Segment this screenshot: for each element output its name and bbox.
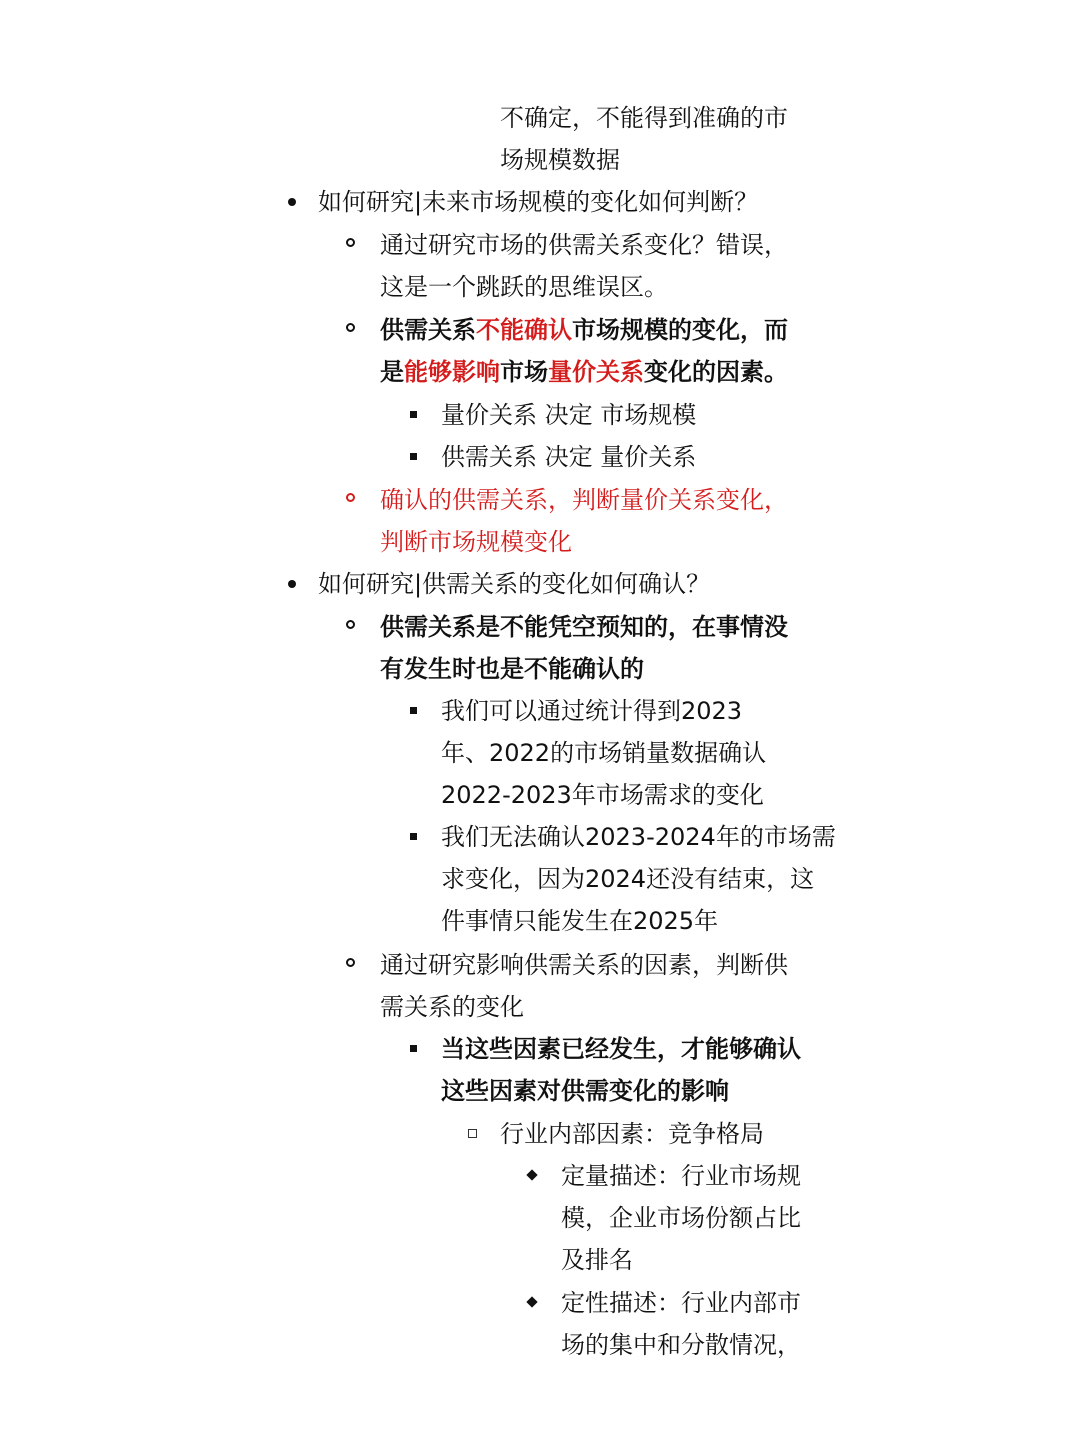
continuation-line-2: 场规模数据 (500, 146, 620, 174)
list-item-q2b1a: 行业内部因素：竞争格局 (500, 1120, 764, 1148)
square-bullet-icon (410, 816, 417, 840)
diamond-bullet-icon (528, 1282, 536, 1306)
list-item-q1c-line-1: 确认的供需关系，判断量价关系变化， (380, 486, 788, 514)
list-item-question-1: 如何研究|未来市场规模的变化如何判断？ (318, 188, 759, 216)
circle-bullet-icon (346, 224, 355, 247)
list-item-q1b-line-1 (380, 309, 788, 351)
list-item-q2b-line-1: 通过研究影响供需关系的因素，判断供 (380, 951, 788, 979)
list-item-q1c-line-2: 判断市场规模变化 (380, 528, 572, 556)
list-item-q2b1-line-1: 当这些因素已经发生，才能够确认 (441, 1035, 801, 1063)
list-item-q2a2-line-1: 我们无法确认2023-2024年的市场需 (441, 823, 836, 851)
list-item-q2a1-line-2: 年、2022的市场销量数据确认 (441, 739, 767, 767)
list-item-q2b-line-2: 需关系的变化 (380, 993, 524, 1021)
list-item-q2a1-line-1: 我们可以通过统计得到2023 (441, 697, 743, 725)
list-item-q2b1a2-line-2: 场的集中和分散情况， (561, 1331, 801, 1359)
list-item-q2a2-line-2: 求变化，因为2024还没有结束，这 (441, 865, 815, 893)
list-item-q1b1: 量价关系 决定 市场规模 (441, 401, 697, 429)
list-item-q1a-line-1: 通过研究市场的供需关系变化？错误， (380, 231, 788, 259)
list-item-q1a-line-2: 这是一个跳跃的思维误区。 (380, 273, 668, 301)
text-run: 是 (380, 358, 404, 386)
hollow-square-bullet-icon (468, 1113, 477, 1138)
circle-bullet-icon (346, 479, 355, 502)
disc-bullet-icon (288, 563, 296, 588)
diamond-bullet-icon (528, 1155, 536, 1179)
highlight-text: 量价关系 (548, 358, 644, 386)
text-run: 变化的因素。 (644, 358, 788, 386)
list-item-q2a-line-1: 供需关系是不能凭空预知的，在事情没 (380, 613, 788, 641)
text-run: 市场规模的变化，而 (572, 316, 788, 344)
list-item-q2a-line-2: 有发生时也是不能确认的 (380, 655, 644, 683)
continuation-line-1: 不确定，不能得到准确的市 (500, 104, 788, 132)
highlight-text: 不能确认 (476, 316, 572, 344)
highlight-text: 能够影响 (404, 358, 500, 386)
list-item-q1b2: 供需关系 决定 量价关系 (441, 443, 697, 471)
circle-bullet-icon (346, 944, 355, 967)
circle-bullet-icon (346, 309, 355, 332)
list-item-q2a1-line-3: 2022-2023年市场需求的变化 (441, 781, 764, 809)
square-bullet-icon (410, 394, 417, 418)
disc-bullet-icon (288, 181, 296, 206)
text-run: 市场 (500, 358, 548, 386)
square-bullet-icon (410, 1028, 417, 1052)
list-item-q1b-line-2 (380, 351, 788, 393)
square-bullet-icon (410, 436, 417, 460)
circle-bullet-icon (346, 606, 355, 629)
text-run: 供需关系 (380, 316, 476, 344)
list-item-q2b1a1-line-3: 及排名 (561, 1246, 633, 1274)
list-item-question-2: 如何研究|供需关系的变化如何确认？ (318, 570, 711, 598)
list-item-q2b1a1-line-1: 定量描述：行业市场规 (561, 1162, 801, 1190)
list-item-q2b1-line-2: 这些因素对供需变化的影响 (441, 1077, 729, 1105)
list-item-q2b1a1-line-2: 模，企业市场份额占比 (561, 1204, 801, 1232)
list-item-q2b1a2-line-1: 定性描述：行业内部市 (561, 1289, 801, 1317)
square-bullet-icon (410, 690, 417, 714)
list-item-q2a2-line-3: 件事情只能发生在2025年 (441, 907, 719, 935)
